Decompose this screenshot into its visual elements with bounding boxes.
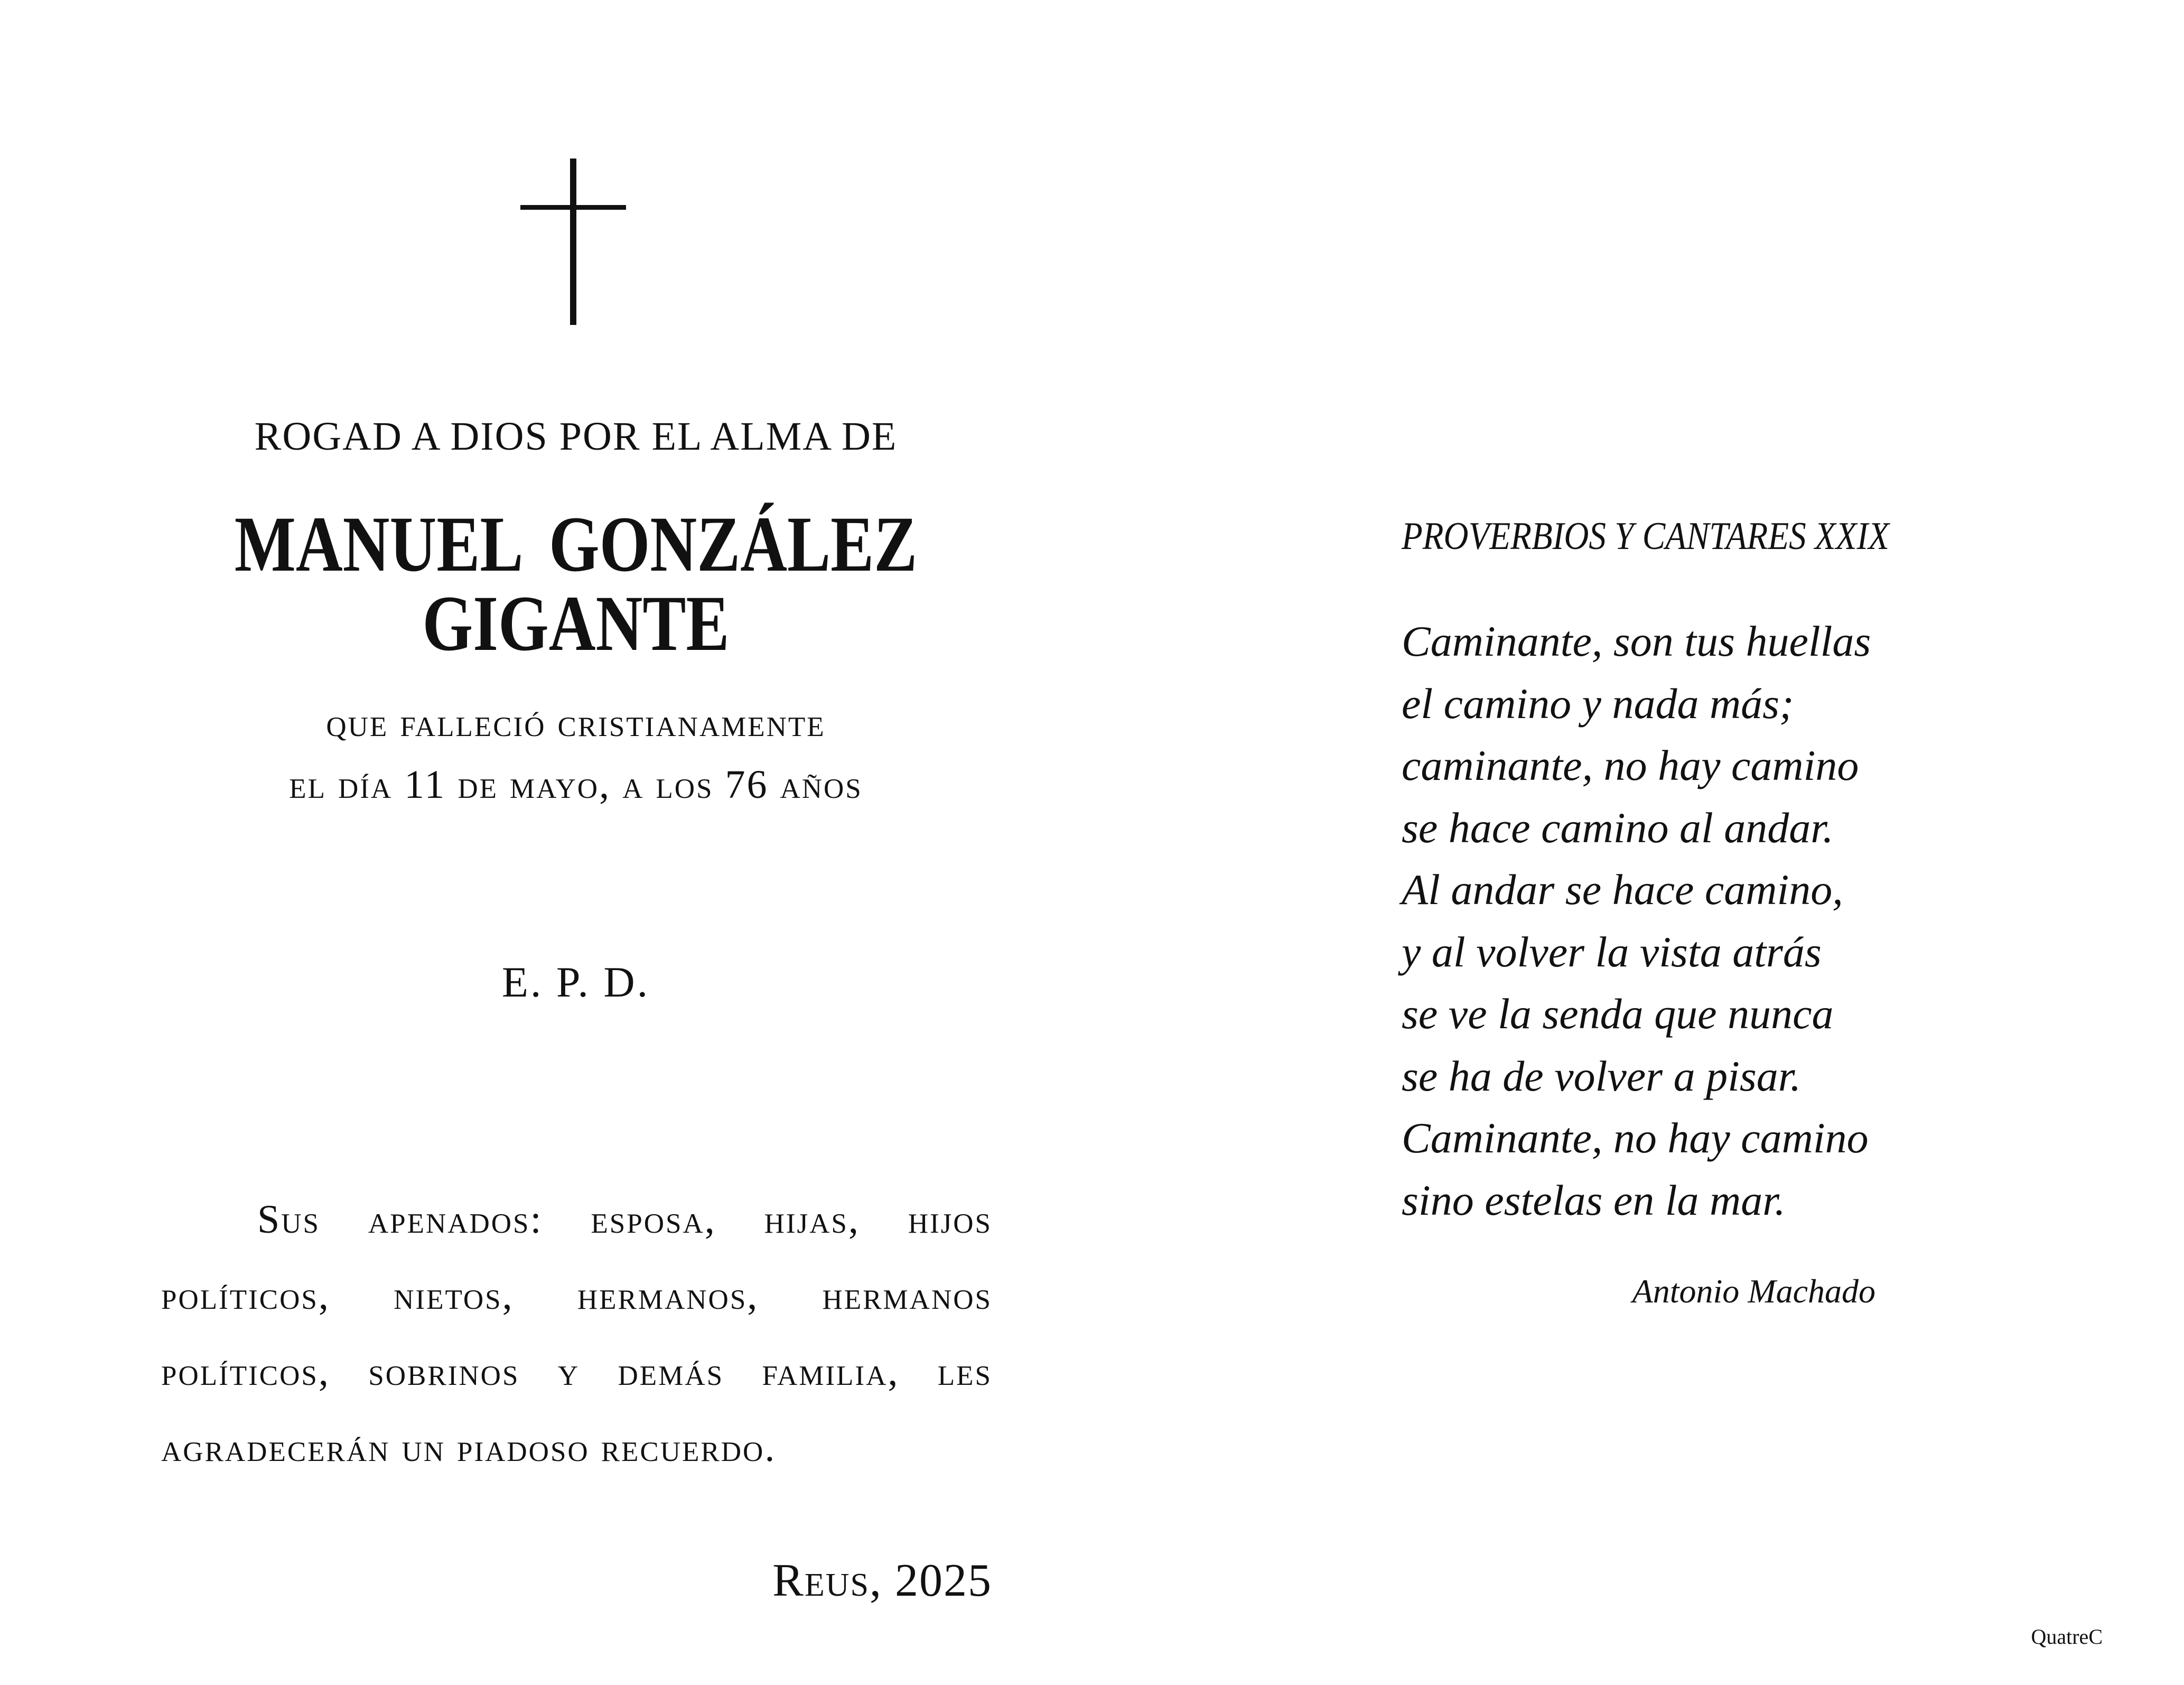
poem-line: caminante, no hay camino	[1402, 741, 1859, 789]
place-date: Reus, 2025	[772, 1555, 992, 1606]
mourners-paragraph: Sus apenados: esposa, hijas, hijos políticos, nietos, hermanos, hermanos políticos, sobrinos y demás familia, les agradecerán un piadoso recuerdo.	[161, 1197, 992, 1470]
poem-line: se hace camino al andar.	[1402, 803, 1834, 852]
poem-author: Antonio Machado	[1632, 1272, 1875, 1310]
poem-line: sino estelas en la mar.	[1402, 1176, 1786, 1224]
prayer-heading: ROGAD A DIOS POR EL ALMA DE	[254, 414, 898, 459]
death-line-1: que falleció cristianamente	[326, 701, 826, 745]
printer-credit: QuatreC	[2031, 1625, 2103, 1649]
poem-line: Caminante, son tus huellas	[1402, 617, 1871, 665]
poem	[1402, 610, 1871, 1231]
poem-line: se ve la senda que nunca	[1402, 990, 1834, 1038]
poem-line: el camino y nada más;	[1402, 679, 1794, 728]
poem-line: y al volver la vista atrás	[1402, 927, 1822, 976]
cross-icon	[520, 159, 626, 325]
poem-title: PROVERBIOS Y CANTARES XXIX	[1402, 515, 1889, 558]
deceased-name: MANUEL GONZÁLEZ GIGANTE	[234, 500, 918, 667]
poem-line: Al andar se hace camino,	[1402, 865, 1843, 914]
death-line-2: el día 11 de mayo, a los 76 años	[289, 762, 863, 807]
poem-line: se ha de volver a pisar.	[1402, 1051, 1802, 1100]
epd-text: E. P. D.	[501, 958, 650, 1006]
poem-line: Caminante, no hay camino	[1402, 1114, 1869, 1162]
